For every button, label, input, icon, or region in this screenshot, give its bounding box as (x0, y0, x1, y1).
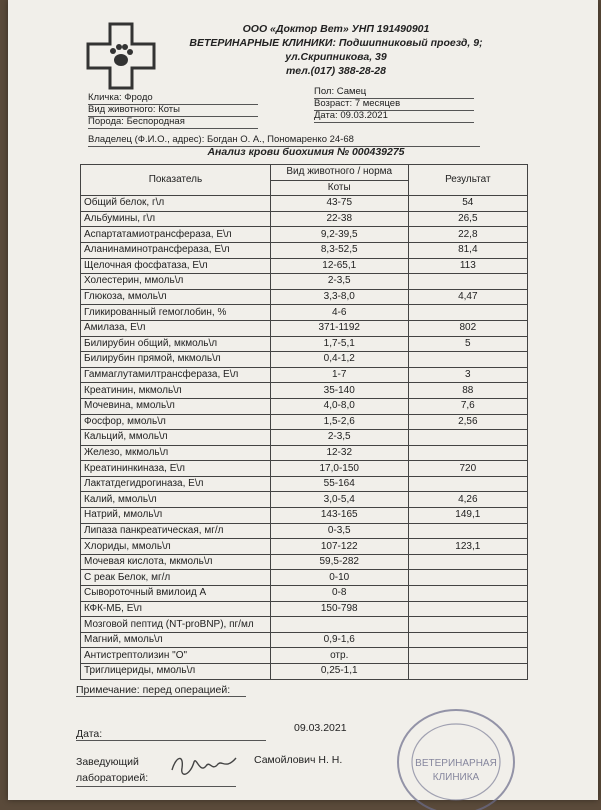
table-row (81, 196, 528, 212)
table-row (81, 258, 528, 274)
result-cell: 22,8 (408, 227, 527, 243)
norm-cell: 59,5-282 (270, 554, 408, 570)
result-cell (408, 476, 527, 492)
table-row (81, 336, 528, 352)
indicator-cell: Мозговой пептид (NT-proBNP), пг/мл (81, 617, 271, 633)
table-row (81, 398, 528, 414)
table-row (81, 367, 528, 383)
indicator-cell: Мочевая кислота, мкмоль\л (81, 554, 271, 570)
lab-head-name: Самойлович Н. Н. (254, 754, 343, 766)
result-cell: 5 (408, 336, 527, 352)
indicator-cell: Лактатдегидрогиназа, Е\л (81, 476, 271, 492)
indicator-cell: Триглицериды, ммоль\л (81, 664, 271, 680)
norm-cell: 0,9-1,6 (270, 632, 408, 648)
indicator-cell: Аланинаминотрансфераза, Е\л (81, 242, 271, 258)
results-table-body (81, 196, 528, 679)
lab-head-label-line2: лабораторией: (76, 770, 236, 787)
norm-cell: 12-65,1 (270, 258, 408, 274)
result-cell: 4,47 (408, 289, 527, 305)
indicator-cell: Гаммаглутамилтрансфераза, Е\л (81, 367, 271, 383)
norm-cell: 3,3-8,0 (270, 289, 408, 305)
indicator-cell: Мочевина, ммоль\л (81, 398, 271, 414)
indicator-cell: Фосфор, ммоль\л (81, 414, 271, 430)
norm-cell: 43-75 (270, 196, 408, 212)
norm-cell: 9,2-39,5 (270, 227, 408, 243)
column-header-indicator: Показатель (81, 165, 271, 196)
indicator-cell: КФК-МБ, Е\л (81, 601, 271, 617)
result-cell: 123,1 (408, 539, 527, 555)
indicator-cell: Липаза панкреатическая, мг/л (81, 523, 271, 539)
indicator-cell: Общий белок, г\л (81, 196, 271, 212)
table-row (81, 539, 528, 555)
footer-date-label: Дата: (76, 728, 266, 741)
column-header-result: Результат (408, 165, 527, 196)
indicator-cell: Глюкоза, ммоль\л (81, 289, 271, 305)
table-row (81, 570, 528, 586)
indicator-cell: Магний, ммоль\л (81, 632, 271, 648)
result-cell (408, 586, 527, 602)
table-row (81, 476, 528, 492)
exam-date-field: Дата: 09.03.2021 (314, 110, 474, 123)
norm-cell: 0,4-1,2 (270, 352, 408, 368)
result-cell: 81,4 (408, 242, 527, 258)
table-row (81, 430, 528, 446)
results-table (80, 164, 528, 680)
table-row (81, 211, 528, 227)
table-row (81, 383, 528, 399)
norm-cell: 0-10 (270, 570, 408, 586)
result-cell (408, 274, 527, 290)
table-row (81, 492, 528, 508)
patient-species-field: Вид животного: Коты (88, 104, 258, 117)
norm-cell: 35-140 (270, 383, 408, 399)
norm-cell: 8,3-52,5 (270, 242, 408, 258)
table-row (81, 445, 528, 461)
footer-date-value: 09.03.2021 (294, 722, 347, 734)
clinic-stamp-icon (388, 700, 518, 810)
table-row (81, 242, 528, 258)
column-header-norm: Вид животного / норма (270, 165, 408, 181)
indicator-cell: Калий, ммоль\л (81, 492, 271, 508)
patient-name-field: Кличка: Фродо (88, 92, 258, 105)
table-row (81, 554, 528, 570)
clinic-address-line: ВЕТЕРИНАРНЫЕ КЛИНИКИ: Подшипниковый проезд, 9; (189, 37, 483, 49)
table-row (81, 601, 528, 617)
table-header-row (81, 165, 528, 181)
result-cell (408, 523, 527, 539)
norm-cell: отр. (270, 648, 408, 664)
table-row (81, 508, 528, 524)
patient-sex-field: Пол: Самец (314, 86, 474, 99)
table-row (81, 289, 528, 305)
result-cell (408, 445, 527, 461)
indicator-cell: Железо, мкмоль\л (81, 445, 271, 461)
norm-cell: 1-7 (270, 367, 408, 383)
lab-head-label-line1: Заведующий (76, 756, 139, 768)
table-row (81, 632, 528, 648)
norm-cell: 1,7-5,1 (270, 336, 408, 352)
result-cell (408, 430, 527, 446)
indicator-cell: Антистрептолизин "О" (81, 648, 271, 664)
indicator-cell: Кальций, ммоль\л (81, 430, 271, 446)
stamp-text-line1: ВЕТЕРИНАРНАЯ (415, 758, 497, 769)
norm-cell (270, 617, 408, 633)
table-row (81, 664, 528, 680)
result-cell (408, 554, 527, 570)
norm-cell: 4-6 (270, 305, 408, 321)
norm-cell: 143-165 (270, 508, 408, 524)
result-cell (408, 617, 527, 633)
indicator-cell: С реак Белок, мг/л (81, 570, 271, 586)
clinic-logo-cross-icon (86, 22, 156, 90)
norm-cell: 0-8 (270, 586, 408, 602)
indicator-cell: Аспартатамиотрансфераза, Е\л (81, 227, 271, 243)
result-cell: 88 (408, 383, 527, 399)
stamp-text-line2: КЛИНИКА (432, 772, 480, 783)
result-cell (408, 305, 527, 321)
norm-cell: 107-122 (270, 539, 408, 555)
table-row (81, 523, 528, 539)
norm-cell: 4,0-8,0 (270, 398, 408, 414)
table-row (81, 227, 528, 243)
table-row (81, 648, 528, 664)
result-cell: 149,1 (408, 508, 527, 524)
indicator-cell: Натрий, ммоль\л (81, 508, 271, 524)
result-cell: 7,6 (408, 398, 527, 414)
norm-cell: 150-798 (270, 601, 408, 617)
norm-cell: 0-3,5 (270, 523, 408, 539)
indicator-cell: Амилаза, Е\л (81, 320, 271, 336)
indicator-cell: Билирубин прямой, мкмоль\л (81, 352, 271, 368)
document-sheet (8, 0, 598, 800)
indicator-cell: Креатининкиназа, Е\л (81, 461, 271, 477)
table-row (81, 274, 528, 290)
result-cell (408, 352, 527, 368)
norm-cell: 3,0-5,4 (270, 492, 408, 508)
norm-cell: 2-3,5 (270, 274, 408, 290)
table-row (81, 414, 528, 430)
analysis-title: Анализ крови биохимия № 000439275 (207, 146, 405, 158)
indicator-cell: Щелочная фосфатаза, Е\л (81, 258, 271, 274)
norm-cell: 2-3,5 (270, 430, 408, 446)
indicator-cell: Билирубин общий, мкмоль\л (81, 336, 271, 352)
result-cell (408, 664, 527, 680)
owner-field: Владелец (Ф.И.О., адрес): Богдан О. А., Пономаренко 24-68 (88, 134, 480, 147)
indicator-cell: Хлориды, ммоль\л (81, 539, 271, 555)
signature-icon (166, 748, 246, 782)
table-row (81, 617, 528, 633)
result-cell (408, 632, 527, 648)
result-cell: 3 (408, 367, 527, 383)
result-cell (408, 601, 527, 617)
table-row (81, 461, 528, 477)
result-cell (408, 570, 527, 586)
table-row (81, 320, 528, 336)
table-row (81, 586, 528, 602)
result-cell: 720 (408, 461, 527, 477)
indicator-cell: Гликированный гемоглобин, % (81, 305, 271, 321)
norm-cell: 55-164 (270, 476, 408, 492)
result-cell: 4,26 (408, 492, 527, 508)
norm-cell: 371-1192 (270, 320, 408, 336)
patient-breed-field: Порода: Беспородная (88, 116, 258, 129)
indicator-cell: Холестерин, ммоль\л (81, 274, 271, 290)
clinic-header (176, 22, 496, 78)
column-subheader-species: Коты (270, 180, 408, 196)
norm-cell: 1,5-2,6 (270, 414, 408, 430)
norm-cell: 0,25-1,1 (270, 664, 408, 680)
patient-age-field: Возраст: 7 месяцев (314, 98, 474, 111)
result-cell: 54 (408, 196, 527, 212)
note-field: Примечание: перед операцией: (76, 684, 246, 697)
result-cell: 26,5 (408, 211, 527, 227)
result-cell: 802 (408, 320, 527, 336)
result-cell: 2,56 (408, 414, 527, 430)
result-cell (408, 648, 527, 664)
norm-cell: 17,0-150 (270, 461, 408, 477)
result-cell: 113 (408, 258, 527, 274)
table-row (81, 352, 528, 368)
clinic-phone-line: тел.(017) 388-28-28 (286, 65, 386, 77)
table-row (81, 305, 528, 321)
norm-cell: 12-32 (270, 445, 408, 461)
clinic-address-line-2: ул.Скрипникова, 39 (285, 51, 387, 63)
indicator-cell: Креатинин, мкмоль\л (81, 383, 271, 399)
clinic-name-line: ООО «Доктор Вет» УНП 191490901 (242, 23, 430, 35)
indicator-cell: Альбумины, г\л (81, 211, 271, 227)
indicator-cell: Сывороточный вмилоид А (81, 586, 271, 602)
norm-cell: 22-38 (270, 211, 408, 227)
